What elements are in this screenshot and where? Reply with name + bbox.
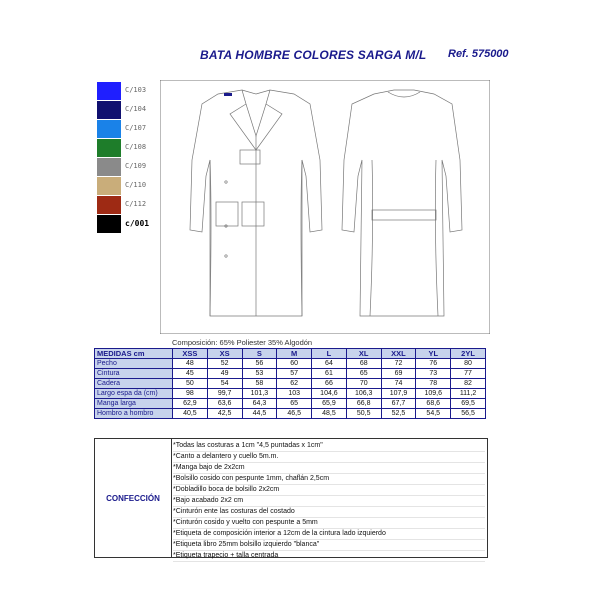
color-swatch bbox=[97, 82, 121, 100]
list-item: *Bajo acabado 2x2 cm bbox=[173, 496, 485, 507]
measurement-label: Largo espa da (cm) bbox=[95, 389, 173, 399]
color-swatch-row bbox=[97, 139, 159, 157]
list-item: *Dobladillo boca de bolsillo 2x2cm bbox=[173, 485, 485, 496]
measurement-value: 69 bbox=[381, 369, 416, 379]
document-title: BATA HOMBRE COLORES SARGA M/L bbox=[200, 48, 427, 62]
confeccion-section bbox=[94, 438, 488, 558]
measurement-value: 77 bbox=[451, 369, 486, 379]
color-code-label: C/108 bbox=[125, 143, 147, 151]
measurement-value: 106,3 bbox=[346, 389, 381, 399]
measurement-value: 99,7 bbox=[207, 389, 242, 399]
coat-technical-drawing bbox=[160, 80, 490, 334]
table-row bbox=[95, 359, 486, 369]
measurement-value: 40,5 bbox=[173, 409, 208, 419]
table-row bbox=[95, 369, 486, 379]
measurement-value: 80 bbox=[451, 359, 486, 369]
measurement-value: 44,5 bbox=[242, 409, 277, 419]
size-column-header: YL bbox=[416, 349, 451, 359]
measurement-value: 67,7 bbox=[381, 399, 416, 409]
measurement-value: 65,9 bbox=[312, 399, 347, 409]
measurement-value: 45 bbox=[173, 369, 208, 379]
size-column-header: XS bbox=[207, 349, 242, 359]
measurement-value: 101,3 bbox=[242, 389, 277, 399]
measurement-label: Cintura bbox=[95, 369, 173, 379]
size-column-header: XSS bbox=[173, 349, 208, 359]
color-swatch bbox=[97, 196, 121, 214]
color-swatch-row bbox=[97, 196, 159, 214]
list-item: *Etiqueta trapecio + talla centrada bbox=[173, 551, 485, 562]
measurement-value: 64,3 bbox=[242, 399, 277, 409]
measurement-value: 65 bbox=[277, 399, 312, 409]
list-item: *Etiqueta de composición interior a 12cm de la cintura lado izquierdo bbox=[173, 529, 485, 540]
measurement-label: Pecho bbox=[95, 359, 173, 369]
color-swatch bbox=[97, 139, 121, 157]
composition-text: Composición: 65% Poliester 35% Algodón bbox=[172, 338, 313, 347]
measurement-value: 64 bbox=[312, 359, 347, 369]
measurement-value: 46,5 bbox=[277, 409, 312, 419]
size-column-header: XXL bbox=[381, 349, 416, 359]
measurement-value: 103 bbox=[277, 389, 312, 399]
measurement-value: 58 bbox=[242, 379, 277, 389]
confeccion-label: CONFECCIÓN bbox=[95, 439, 172, 557]
color-swatch-row bbox=[97, 120, 159, 138]
coat-front-view bbox=[190, 90, 322, 316]
measurement-value: 68 bbox=[346, 359, 381, 369]
measurement-value: 53 bbox=[242, 369, 277, 379]
measurement-value: 57 bbox=[277, 369, 312, 379]
measurement-value: 48 bbox=[173, 359, 208, 369]
measurement-value: 65 bbox=[346, 369, 381, 379]
measurement-value: 56 bbox=[242, 359, 277, 369]
size-column-header: L bbox=[312, 349, 347, 359]
coat-back-view bbox=[342, 90, 462, 316]
color-swatch bbox=[97, 215, 121, 233]
list-item: *Bolsillo cosido con pespunte 1mm, chaflán 2,5cm bbox=[173, 474, 485, 485]
size-column-header: S bbox=[242, 349, 277, 359]
measurement-value: 50 bbox=[173, 379, 208, 389]
measurement-value: 104,6 bbox=[312, 389, 347, 399]
measurement-value: 82 bbox=[451, 379, 486, 389]
list-item: *Cinturón cosido y vuelto con pespunte a 5mm bbox=[173, 518, 485, 529]
color-swatch-row bbox=[97, 177, 159, 195]
measurement-value: 98 bbox=[173, 389, 208, 399]
coat-label-tag bbox=[224, 93, 232, 96]
size-column-header: M bbox=[277, 349, 312, 359]
measurement-value: 52 bbox=[207, 359, 242, 369]
measurement-value: 72 bbox=[381, 359, 416, 369]
measurement-value: 74 bbox=[381, 379, 416, 389]
measurement-value: 56,5 bbox=[451, 409, 486, 419]
color-code-label: c/001 bbox=[125, 219, 150, 228]
table-row bbox=[95, 379, 486, 389]
color-swatch-list bbox=[97, 82, 159, 234]
color-code-label: C/112 bbox=[125, 200, 147, 208]
list-item: *Cinturón ente las costuras del costado bbox=[173, 507, 485, 518]
table-row bbox=[95, 399, 486, 409]
measurement-value: 70 bbox=[346, 379, 381, 389]
measurement-value: 62 bbox=[277, 379, 312, 389]
color-swatch-row bbox=[97, 101, 159, 119]
measurement-value: 61 bbox=[312, 369, 347, 379]
list-item: *Todas las costuras a 1cm "4,5 puntadas x 1cm" bbox=[173, 441, 485, 452]
color-swatch-row bbox=[97, 158, 159, 176]
color-swatch bbox=[97, 177, 121, 195]
measurement-value: 66 bbox=[312, 379, 347, 389]
measurement-value: 54,5 bbox=[416, 409, 451, 419]
measurement-value: 54 bbox=[207, 379, 242, 389]
color-code-label: C/107 bbox=[125, 124, 147, 132]
size-column-header: 2YL bbox=[451, 349, 486, 359]
measurements-header: MEDIDAS cm bbox=[95, 349, 173, 359]
measurement-value: 109,6 bbox=[416, 389, 451, 399]
table-row bbox=[95, 409, 486, 419]
table-row bbox=[95, 389, 486, 399]
measurement-value: 78 bbox=[416, 379, 451, 389]
list-item: *Manga bajo de 2x2cm bbox=[173, 463, 485, 474]
color-code-label: C/109 bbox=[125, 162, 147, 170]
measurement-value: 111,2 bbox=[451, 389, 486, 399]
color-swatch-row bbox=[97, 215, 159, 233]
measurement-value: 62,9 bbox=[173, 399, 208, 409]
color-code-label: C/110 bbox=[125, 181, 147, 189]
color-code-label: C/103 bbox=[125, 86, 147, 94]
confeccion-instructions bbox=[173, 441, 485, 562]
measurement-value: 66,8 bbox=[346, 399, 381, 409]
measurement-value: 107,9 bbox=[381, 389, 416, 399]
measurement-value: 49 bbox=[207, 369, 242, 379]
measurement-value: 68,6 bbox=[416, 399, 451, 409]
measurement-value: 42,5 bbox=[207, 409, 242, 419]
color-swatch bbox=[97, 158, 121, 176]
measurement-value: 48,5 bbox=[312, 409, 347, 419]
measurement-label: Hombro a hombro bbox=[95, 409, 173, 419]
size-table-header bbox=[95, 349, 486, 359]
measurement-value: 60 bbox=[277, 359, 312, 369]
measurement-value: 69,5 bbox=[451, 399, 486, 409]
measurement-value: 50,5 bbox=[346, 409, 381, 419]
measurement-label: Cadera bbox=[95, 379, 173, 389]
color-swatch bbox=[97, 120, 121, 138]
color-swatch-row bbox=[97, 82, 159, 100]
color-code-label: C/104 bbox=[125, 105, 147, 113]
list-item: *Canto a delantero y cuello 5m.m. bbox=[173, 452, 485, 463]
measurement-value: 63,6 bbox=[207, 399, 242, 409]
measurement-value: 73 bbox=[416, 369, 451, 379]
size-measurements-table bbox=[94, 348, 486, 419]
list-item: *Etiqueta libro 25mm bolsillo izquierdo "blanca" bbox=[173, 540, 485, 551]
size-column-header: XL bbox=[346, 349, 381, 359]
reference-number: Ref. 575000 bbox=[448, 48, 509, 60]
color-swatch bbox=[97, 101, 121, 119]
measurement-label: Manga larga bbox=[95, 399, 173, 409]
measurement-value: 76 bbox=[416, 359, 451, 369]
measurement-value: 52,5 bbox=[381, 409, 416, 419]
